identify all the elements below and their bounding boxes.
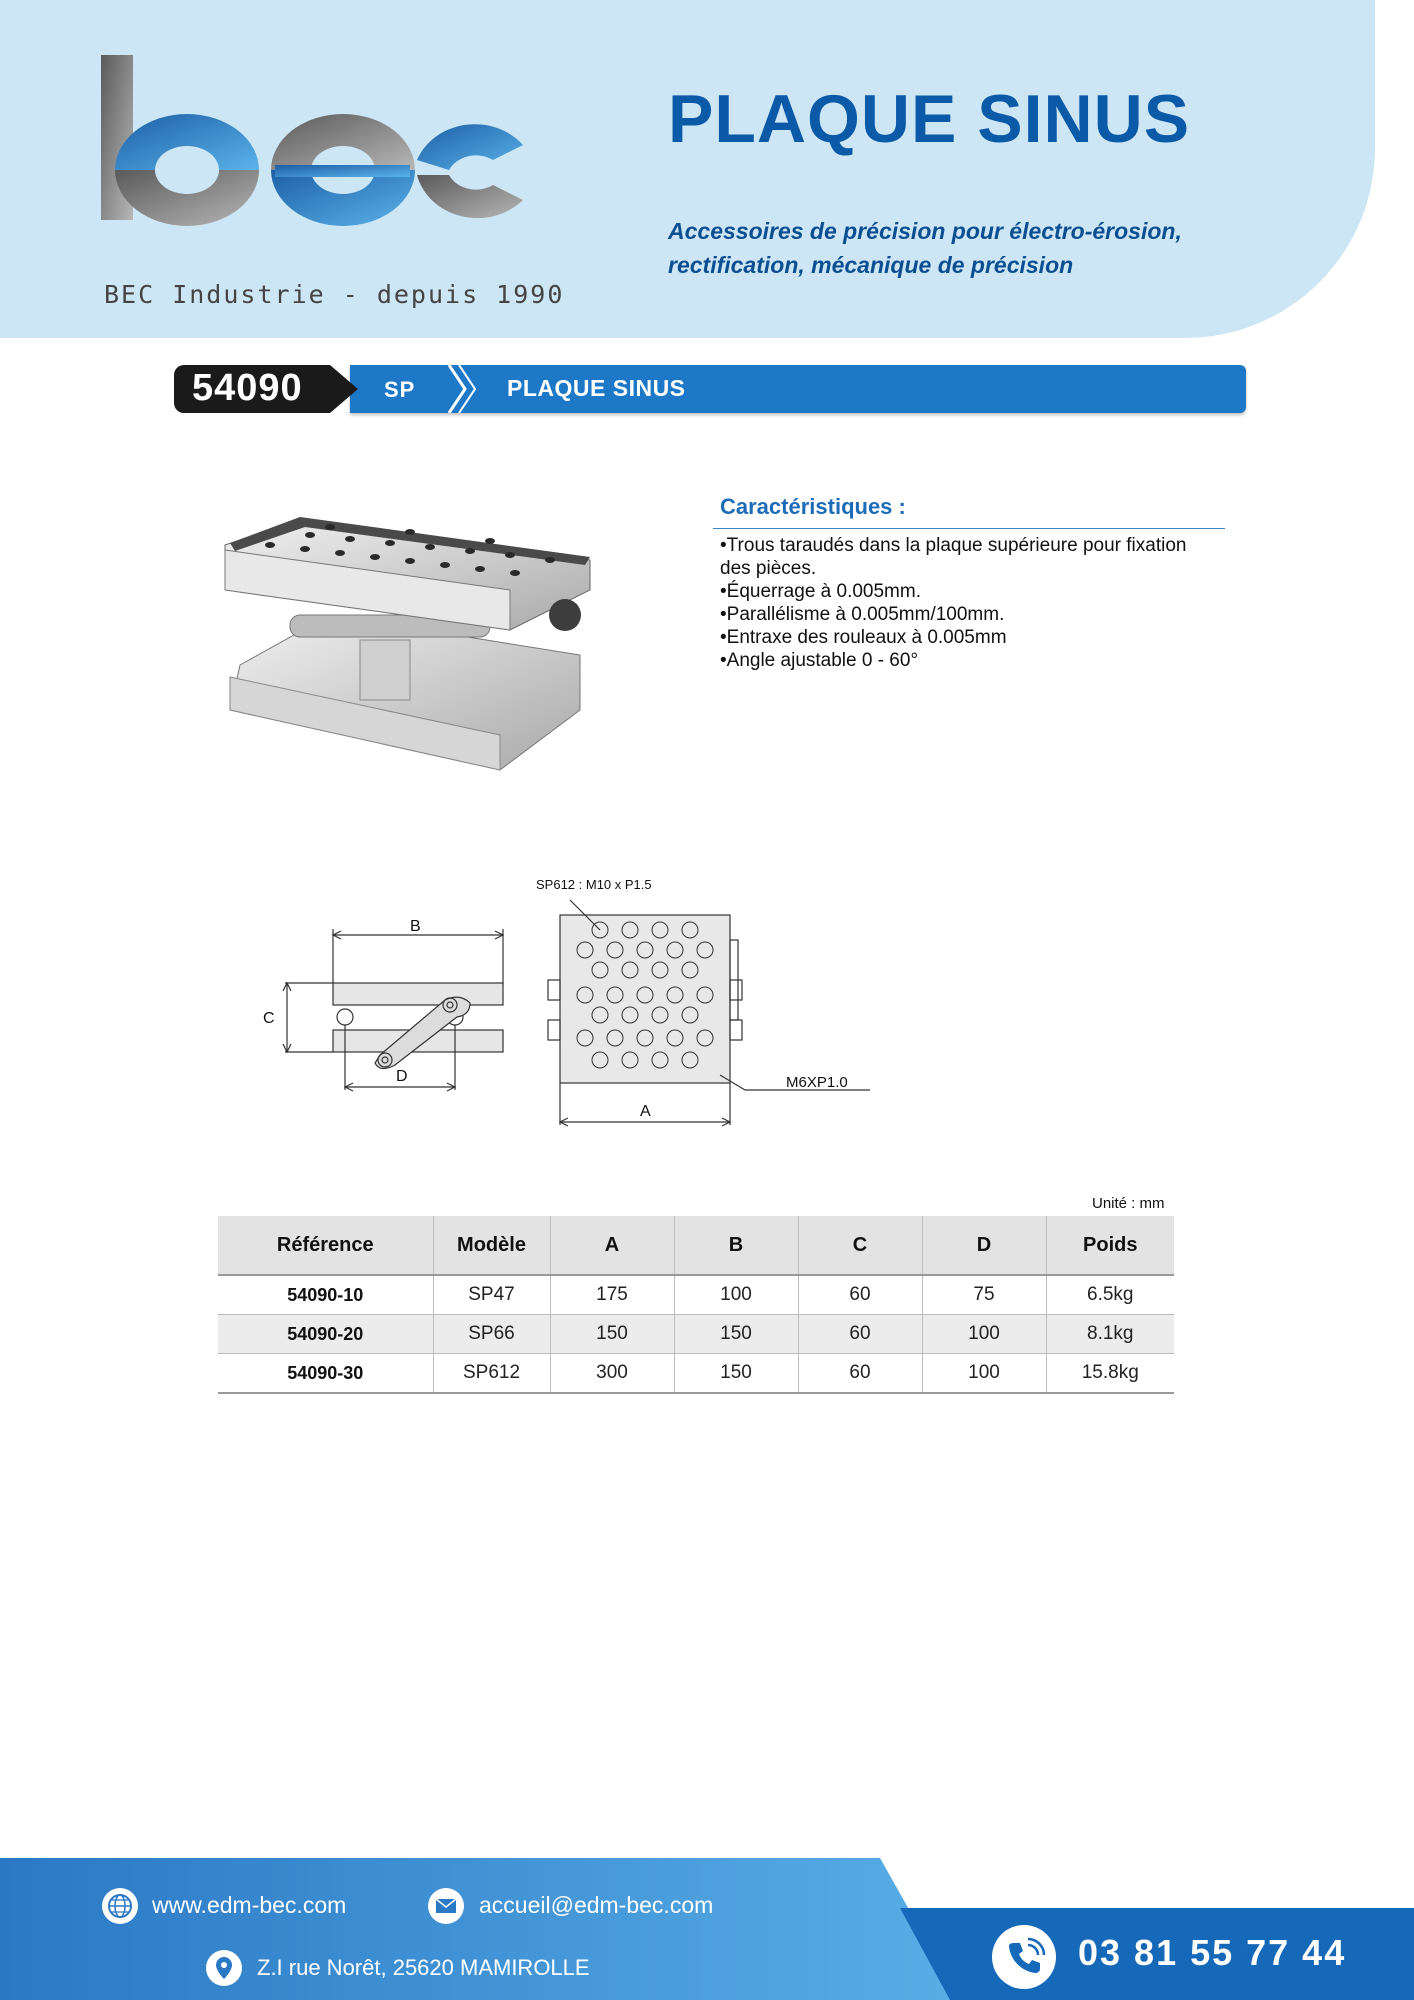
- spec-table: [218, 1216, 1174, 1394]
- header-a: A: [550, 1216, 674, 1275]
- list-item: •Entraxe des rouleaux à 0.005mm: [720, 627, 1007, 648]
- page-subtitle: [668, 214, 1228, 282]
- cell-b: 100: [674, 1275, 798, 1315]
- table-row: [218, 1275, 1174, 1315]
- side-view-drawing: [245, 905, 520, 1105]
- cell-b: 150: [674, 1354, 798, 1394]
- bec-logo: [95, 50, 535, 270]
- cell-weight: 8.1kg: [1046, 1315, 1174, 1354]
- cell-model: SP612: [433, 1354, 550, 1394]
- logo-tagline: BEC Industrie - depuis 1990: [104, 280, 565, 309]
- product-name: PLAQUE SINUS: [507, 375, 686, 401]
- mail-icon: [428, 1888, 464, 1924]
- cell-a: 300: [550, 1354, 674, 1394]
- email-link[interactable]: accueil@edm-bec.com: [479, 1892, 714, 1918]
- thread-label-top: SP612 : M10 x P1.5: [536, 877, 652, 892]
- subtitle-line: Accessoires de précision pour électro-érosion,: [668, 218, 1182, 244]
- characteristics-list: [720, 534, 1200, 672]
- table-row: [218, 1315, 1174, 1354]
- cell-reference: 54090-20: [218, 1315, 433, 1354]
- subtitle-line: rectification, mécanique de précision: [668, 252, 1074, 278]
- header-c: C: [798, 1216, 922, 1275]
- header-reference: Référence: [218, 1216, 433, 1275]
- phone-icon: [992, 1925, 1056, 1989]
- cell-reference: 54090-30: [218, 1354, 433, 1394]
- cell-weight: 15.8kg: [1046, 1354, 1174, 1394]
- cell-c: 60: [798, 1315, 922, 1354]
- cell-reference: 54090-10: [218, 1275, 433, 1315]
- list-item: •Parallélisme à 0.005mm/100mm.: [720, 604, 1005, 625]
- cell-d: 100: [922, 1354, 1046, 1394]
- product-code: 54090: [192, 367, 303, 409]
- cell-b: 150: [674, 1315, 798, 1354]
- header-right-strip: [1375, 0, 1414, 338]
- website-link[interactable]: www.edm-bec.com: [152, 1892, 347, 1918]
- list-item: •Trous taraudés dans la plaque supérieure pour fixation des pièces.: [720, 535, 1187, 579]
- cell-a: 150: [550, 1315, 674, 1354]
- table-row: [218, 1354, 1174, 1394]
- cell-d: 100: [922, 1315, 1046, 1354]
- cell-model: SP47: [433, 1275, 550, 1315]
- page-title: PLAQUE SINUS: [668, 81, 1191, 157]
- top-view-drawing: [520, 870, 890, 1140]
- header-weight: Poids: [1046, 1216, 1174, 1275]
- cell-c: 60: [798, 1275, 922, 1315]
- thread-label-side: M6XP1.0: [786, 1074, 848, 1091]
- cell-weight: 6.5kg: [1046, 1275, 1174, 1315]
- list-item: •Angle ajustable 0 - 60°: [720, 650, 919, 671]
- header-d: D: [922, 1216, 1046, 1275]
- address-text: Z.I rue Norêt, 25620 MAMIROLLE: [257, 1955, 590, 1980]
- table-header-row: [218, 1216, 1174, 1275]
- product-photo: [210, 505, 610, 775]
- product-code-badge-tip: [330, 365, 358, 413]
- phone-number[interactable]: 03 81 55 77 44: [1078, 1932, 1347, 1973]
- characteristics-divider: [713, 528, 1225, 529]
- dim-label-b: B: [410, 918, 421, 935]
- header-model: Modèle: [433, 1216, 550, 1275]
- cell-c: 60: [798, 1354, 922, 1394]
- cell-model: SP66: [433, 1315, 550, 1354]
- list-item: •Équerrage à 0.005mm.: [720, 581, 921, 602]
- dim-label-d: D: [396, 1068, 408, 1085]
- characteristics-title: Caractéristiques :: [720, 494, 906, 519]
- product-series: SP: [384, 377, 416, 402]
- table-unit: Unité : mm: [1092, 1195, 1165, 1212]
- cell-a: 175: [550, 1275, 674, 1315]
- dim-label-c: C: [263, 1010, 275, 1027]
- header-b: B: [674, 1216, 798, 1275]
- location-pin-icon: [206, 1950, 242, 1986]
- cell-d: 75: [922, 1275, 1046, 1315]
- globe-icon: [102, 1888, 138, 1924]
- chevron-right-icon: [445, 365, 485, 413]
- dim-label-a: A: [640, 1103, 651, 1120]
